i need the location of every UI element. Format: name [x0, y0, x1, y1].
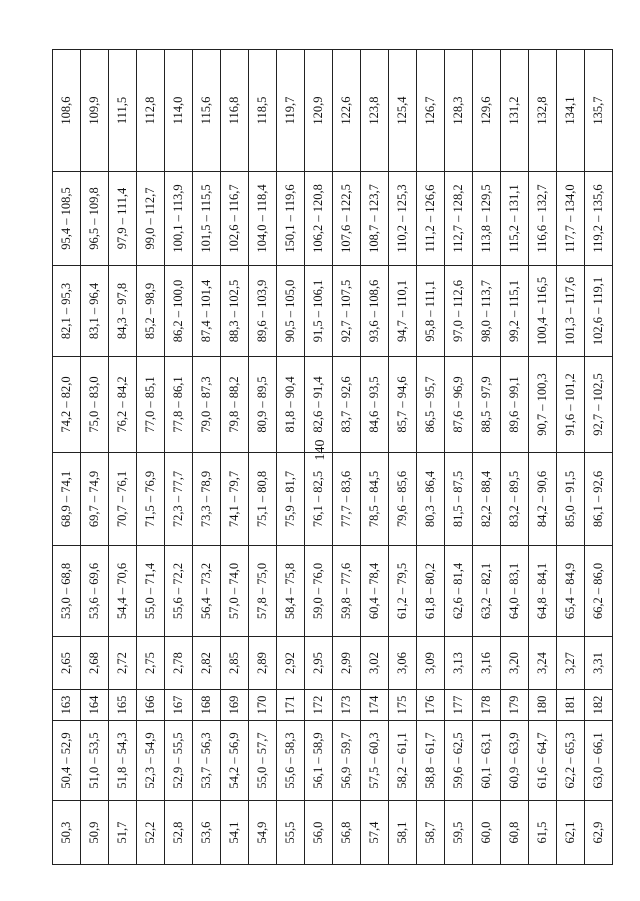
table-cell: 3,31 [585, 637, 613, 690]
table-cell: 91,5 – 106,1 [305, 266, 333, 357]
table-cell: 163 [53, 690, 81, 721]
table-cell: 55,0 – 57,7 [249, 721, 277, 801]
table-cell: 3,20 [501, 637, 529, 690]
table-cell: 59,6 – 62,5 [445, 721, 473, 801]
table-cell: 104,0 – 118,4 [249, 172, 277, 266]
table-cell: 134,1 [557, 50, 585, 172]
table-cell: 168 [193, 690, 221, 721]
table-cell: 78,5 – 84,5 [361, 453, 389, 546]
table-cell: 52,8 [165, 801, 193, 865]
table-cell: 51,0 – 53,5 [81, 721, 109, 801]
table-cell: 75,0 – 83,0 [81, 357, 109, 453]
table-cell: 50,9 [81, 801, 109, 865]
table-cell: 116,8 [221, 50, 249, 172]
table-cell: 100,4 – 116,5 [529, 266, 557, 357]
table-cell: 55,6 – 58,3 [277, 721, 305, 801]
table-cell: 165 [109, 690, 137, 721]
table-cell: 83,2 – 89,5 [501, 453, 529, 546]
table-cell: 59,0 – 76,0 [305, 546, 333, 637]
table-cell: 97,0 – 112,6 [445, 266, 473, 357]
table-cell: 75,9 – 81,7 [277, 453, 305, 546]
table-cell: 86,1 – 92,6 [585, 453, 613, 546]
table-cell: 3,13 [445, 637, 473, 690]
table-cell: 59,8 – 77,6 [333, 546, 361, 637]
table-cell: 71,5 – 76,9 [137, 453, 165, 546]
table-cell: 102,6 – 119,1 [585, 266, 613, 357]
table-cell: 150,1 – 119,6 [277, 172, 305, 266]
table-cell: 58,8 – 61,7 [417, 721, 445, 801]
table-cell: 171 [277, 690, 305, 721]
table-cell: 90,7 – 100,3 [529, 357, 557, 453]
table-cell: 129,6 [473, 50, 501, 172]
table-cell: 54,1 [221, 801, 249, 865]
table-row [137, 50, 165, 865]
table-row [445, 50, 473, 865]
table-cell: 53,7 – 56,3 [193, 721, 221, 801]
table-cell: 110,2 – 125,3 [389, 172, 417, 266]
table-cell: 64,0 – 83,1 [501, 546, 529, 637]
table-cell: 55,6 – 72,2 [165, 546, 193, 637]
table-cell: 57,5 – 60,3 [361, 721, 389, 801]
table-cell: 112,8 [137, 50, 165, 172]
table-cell: 51,8 – 54,3 [109, 721, 137, 801]
table-cell: 107,6 – 122,5 [333, 172, 361, 266]
table-cell: 181 [557, 690, 585, 721]
table-cell: 86,5 – 95,7 [417, 357, 445, 453]
table-cell: 2,92 [277, 637, 305, 690]
table-cell: 65,4 – 84,9 [557, 546, 585, 637]
table-cell: 83,1 – 96,4 [81, 266, 109, 357]
table-cell: 80,3 – 86,4 [417, 453, 445, 546]
table-cell: 53,0 – 68,8 [53, 546, 81, 637]
table-cell: 123,8 [361, 50, 389, 172]
table-row [109, 50, 137, 865]
table-cell: 173 [333, 690, 361, 721]
table-cell: 83,7 – 92,6 [333, 357, 361, 453]
table-cell: 58,7 [417, 801, 445, 865]
table-cell: 120,9 [305, 50, 333, 172]
table-cell: 116,6 – 132,7 [529, 172, 557, 266]
table-cell: 88,5 – 97,9 [473, 357, 501, 453]
table-cell: 52,3 – 54,9 [137, 721, 165, 801]
table-cell: 108,7 – 123,7 [361, 172, 389, 266]
table-cell: 96,5 – 109,8 [81, 172, 109, 266]
table-cell: 131,2 [501, 50, 529, 172]
table-cell: 91,6 – 101,2 [557, 357, 585, 453]
table-row [53, 50, 81, 865]
table-cell: 85,2 – 98,9 [137, 266, 165, 357]
table-row [501, 50, 529, 865]
table-cell: 122,6 [333, 50, 361, 172]
table-cell: 76,2 – 84,2 [109, 357, 137, 453]
table-cell: 3,16 [473, 637, 501, 690]
table-cell: 54,4 – 70,6 [109, 546, 137, 637]
table-cell: 58,1 [389, 801, 417, 865]
table-cell: 85,0 – 91,5 [557, 453, 585, 546]
table-cell: 79,0 – 87,3 [193, 357, 221, 453]
table-cell: 176 [417, 690, 445, 721]
table-cell: 60,4 – 78,4 [361, 546, 389, 637]
table-row [333, 50, 361, 865]
table-cell: 60,0 [473, 801, 501, 865]
table-cell: 50,3 [53, 801, 81, 865]
table-cell: 86,2 – 100,0 [165, 266, 193, 357]
table-cell: 82,2 – 88,4 [473, 453, 501, 546]
table-row [249, 50, 277, 865]
table-cell: 132,8 [529, 50, 557, 172]
table-cell: 126,7 [417, 50, 445, 172]
table-cell: 62,9 [585, 801, 613, 865]
table-cell: 99,0 – 112,7 [137, 172, 165, 266]
table-row [81, 50, 109, 865]
table-cell: 2,89 [249, 637, 277, 690]
table-cell: 180 [529, 690, 557, 721]
table-cell: 2,99 [333, 637, 361, 690]
table-cell: 79,6 – 85,6 [389, 453, 417, 546]
table-cell: 128,3 [445, 50, 473, 172]
table-cell: 177 [445, 690, 473, 721]
table-cell: 54,2 – 56,9 [221, 721, 249, 801]
table-cell: 62,2 – 65,3 [557, 721, 585, 801]
table-cell: 2,78 [165, 637, 193, 690]
table-cell: 52,2 [137, 801, 165, 865]
table-cell: 60,8 [501, 801, 529, 865]
table-row [417, 50, 445, 865]
table-cell: 93,6 – 108,6 [361, 266, 389, 357]
table-cell: 84,2 – 90,6 [529, 453, 557, 546]
table-cell: 76,1 – 82,5 [305, 453, 333, 546]
table-cell: 94,7 – 110,1 [389, 266, 417, 357]
table-cell: 95,4 – 108,5 [53, 172, 81, 266]
table-row [165, 50, 193, 865]
table-cell: 2,68 [81, 637, 109, 690]
table-cell: 101,3 – 117,6 [557, 266, 585, 357]
table-cell: 61,5 [529, 801, 557, 865]
table-cell: 56,4 – 73,2 [193, 546, 221, 637]
table-cell: 2,82 [193, 637, 221, 690]
table-cell: 119,2 – 135,6 [585, 172, 613, 266]
table-cell: 174 [361, 690, 389, 721]
table-cell: 68,9 – 74,1 [53, 453, 81, 546]
table-cell: 111,2 – 126,6 [417, 172, 445, 266]
table-cell: 2,85 [221, 637, 249, 690]
table-cell: 2,72 [109, 637, 137, 690]
table-cell: 82,6 – 91,4 [305, 357, 333, 453]
table-cell: 89,6 – 103,9 [249, 266, 277, 357]
table-cell: 69,7 – 74,9 [81, 453, 109, 546]
table-row [193, 50, 221, 865]
table-cell: 55,0 – 71,4 [137, 546, 165, 637]
table-cell: 166 [137, 690, 165, 721]
table-cell: 58,4 – 75,8 [277, 546, 305, 637]
table-cell: 74,1 – 79,7 [221, 453, 249, 546]
table-cell: 59,5 [445, 801, 473, 865]
table-cell: 115,2 – 131,1 [501, 172, 529, 266]
table-cell: 81,5 – 87,5 [445, 453, 473, 546]
table-cell: 100,1 – 113,9 [165, 172, 193, 266]
table-cell: 77,7 – 83,6 [333, 453, 361, 546]
table-cell: 178 [473, 690, 501, 721]
table-cell: 80,9 – 89,5 [249, 357, 277, 453]
table-cell: 50,4 – 52,9 [53, 721, 81, 801]
table-cell: 54,9 [249, 801, 277, 865]
table-row [305, 50, 333, 865]
table-cell: 84,3 – 97,8 [109, 266, 137, 357]
table-cell: 101,5 – 115,5 [193, 172, 221, 266]
table-cell: 57,0 – 74,0 [221, 546, 249, 637]
table-row [585, 50, 613, 865]
table-cell: 89,6 – 99,1 [501, 357, 529, 453]
table-cell: 75,1 – 80,8 [249, 453, 277, 546]
table-cell: 77,8 – 86,1 [165, 357, 193, 453]
table-cell: 98,0 – 113,7 [473, 266, 501, 357]
data-table [52, 49, 613, 865]
table-cell: 57,4 [361, 801, 389, 865]
table-cell: 109,9 [81, 50, 109, 172]
table-cell: 88,3 – 102,5 [221, 266, 249, 357]
table-row [389, 50, 417, 865]
table-cell: 56,0 [305, 801, 333, 865]
table-cell: 56,1 – 58,9 [305, 721, 333, 801]
table-cell: 60,9 – 63,9 [501, 721, 529, 801]
table-row [277, 50, 305, 865]
table-cell: 87,6 – 96,9 [445, 357, 473, 453]
table-cell: 111,5 [109, 50, 137, 172]
table-cell: 55,5 [277, 801, 305, 865]
table-cell: 113,8 – 129,5 [473, 172, 501, 266]
table-cell: 170 [249, 690, 277, 721]
table-cell: 66,2 – 86,0 [585, 546, 613, 637]
table-cell: 79,8 – 88,2 [221, 357, 249, 453]
table-cell: 106,2 – 120,8 [305, 172, 333, 266]
table-cell: 58,2 – 61,1 [389, 721, 417, 801]
table-cell: 61,8 – 80,2 [417, 546, 445, 637]
table-cell: 3,02 [361, 637, 389, 690]
table-container [52, 50, 605, 865]
table-row [557, 50, 585, 865]
table-cell: 118,5 [249, 50, 277, 172]
table-cell: 63,2 – 82,1 [473, 546, 501, 637]
table-cell: 99,2 – 115,1 [501, 266, 529, 357]
table-cell: 53,6 [193, 801, 221, 865]
table-cell: 53,6 – 69,6 [81, 546, 109, 637]
table-cell: 179 [501, 690, 529, 721]
table-cell: 62,6 – 81,4 [445, 546, 473, 637]
table-row [473, 50, 501, 865]
table-cell: 115,6 [193, 50, 221, 172]
table-cell: 52,9 – 55,5 [165, 721, 193, 801]
table-cell: 175 [389, 690, 417, 721]
table-cell: 92,7 – 107,5 [333, 266, 361, 357]
table-cell: 172 [305, 690, 333, 721]
table-row [361, 50, 389, 865]
table-cell: 64,8 – 84,1 [529, 546, 557, 637]
table-row [529, 50, 557, 865]
table-cell: 3,09 [417, 637, 445, 690]
table-cell: 56,9 – 59,7 [333, 721, 361, 801]
table-cell: 167 [165, 690, 193, 721]
table-cell: 95,8 – 111,1 [417, 266, 445, 357]
table-cell: 84,6 – 93,5 [361, 357, 389, 453]
table-cell: 2,65 [53, 637, 81, 690]
table-cell: 87,4 – 101,4 [193, 266, 221, 357]
table-cell: 169 [221, 690, 249, 721]
table-cell: 3,06 [389, 637, 417, 690]
table-cell: 2,95 [305, 637, 333, 690]
table-cell: 72,3 – 77,7 [165, 453, 193, 546]
table-cell: 70,7 – 76,1 [109, 453, 137, 546]
table-cell: 3,27 [557, 637, 585, 690]
table-cell: 61,2 – 79,5 [389, 546, 417, 637]
table-cell: 90,5 – 105,0 [277, 266, 305, 357]
table-cell: 112,7 – 128,2 [445, 172, 473, 266]
table-cell: 108,6 [53, 50, 81, 172]
table-cell: 77,0 – 85,1 [137, 357, 165, 453]
table-cell: 51,7 [109, 801, 137, 865]
table-cell: 57,8 – 75,0 [249, 546, 277, 637]
table-cell: 2,75 [137, 637, 165, 690]
table-cell: 102,6 – 116,7 [221, 172, 249, 266]
table-cell: 119,7 [277, 50, 305, 172]
table-cell: 3,24 [529, 637, 557, 690]
table-cell: 117,7 – 134,0 [557, 172, 585, 266]
table-cell: 114,0 [165, 50, 193, 172]
table-cell: 60,1 – 63,1 [473, 721, 501, 801]
table-cell: 81,8 – 90,4 [277, 357, 305, 453]
table-cell: 164 [81, 690, 109, 721]
page-number: 140 [313, 439, 328, 461]
table-cell: 61,6 – 64,7 [529, 721, 557, 801]
table-cell: 135,7 [585, 50, 613, 172]
table-cell: 74,2 – 82,0 [53, 357, 81, 453]
table-row [221, 50, 249, 865]
table-body [53, 50, 613, 865]
table-cell: 56,8 [333, 801, 361, 865]
table-cell: 62,1 [557, 801, 585, 865]
table-cell: 92,7 – 102,5 [585, 357, 613, 453]
table-cell: 182 [585, 690, 613, 721]
table-cell: 73,3 – 78,9 [193, 453, 221, 546]
table-cell: 85,7 – 94,6 [389, 357, 417, 453]
table-cell: 82,1 – 95,3 [53, 266, 81, 357]
table-cell: 97,9 – 111,4 [109, 172, 137, 266]
table-cell: 125,4 [389, 50, 417, 172]
table-cell: 63,0 – 66,1 [585, 721, 613, 801]
